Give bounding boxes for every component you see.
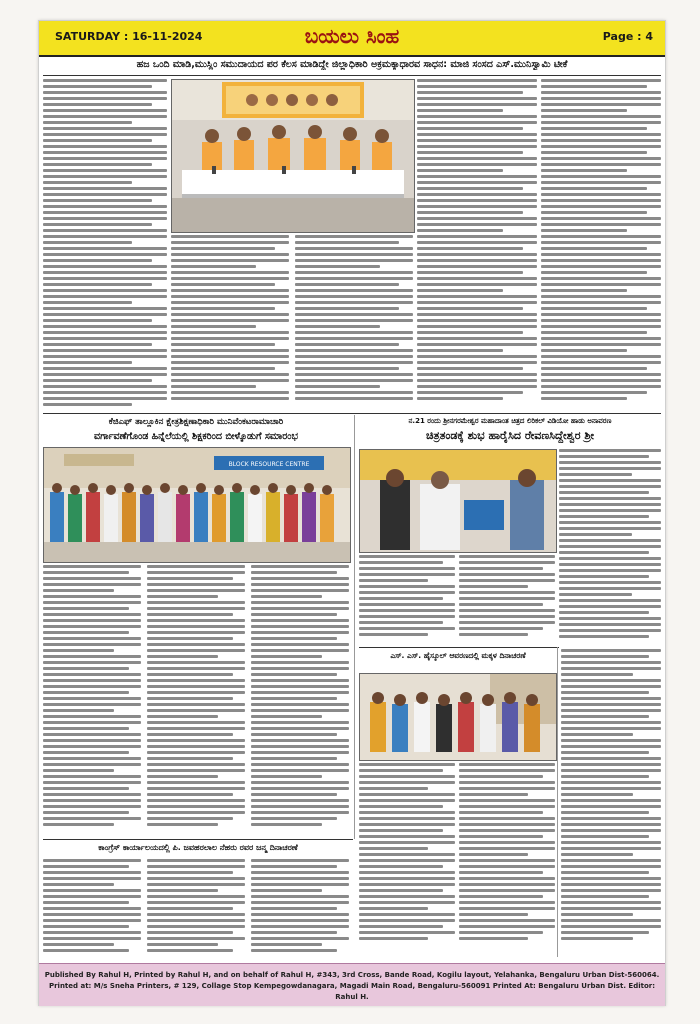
- lead-column-2b: [295, 235, 413, 409]
- farewell-headline-line1: ಕೆಜಿಎಫ್ ತಾಲ್ಲೂಕಿನ ಕ್ಷೇತ್ರಶಿಕ್ಷಣಾಧಿಕಾರಿ ಮುನಿವೆಂಕಟರಾಮಾಚಾರಿ: [108, 417, 284, 427]
- congress-rule: [43, 839, 353, 840]
- school-headline: ಎಸ್. ಎಸ್. ಹೈಸ್ಕೂಲ್ ಆವರಣದಲ್ಲಿ ಮಕ್ಕಳ ದಿನಾಚರಣೆ: [390, 651, 526, 660]
- farewell-headline-line2: ವರ್ಗಾವಣೆಗೊಂಡ ಹಿನ್ನೆಲೆಯಲ್ಲಿ ಶಿಕ್ಷಕರಿಂದ ಬೀಳ್ಕೊಡುಗೆ ಸಮಾರಂಭ: [93, 431, 299, 442]
- childrens-day-illustration: [360, 674, 556, 760]
- lead-column-4: [541, 79, 661, 409]
- farewell-group-photo: [43, 447, 351, 563]
- section-rule-1: [43, 413, 661, 414]
- page-number: Page : 4: [602, 30, 653, 43]
- school-column-2: [459, 763, 555, 953]
- farewell-column-2: [147, 565, 245, 835]
- block-resource-centre-sign: BLOCK RESOURCE CENTRE: [228, 461, 310, 468]
- imprint-line-1: Published By Rahul H, Printed by Rahul H, and on behalf of Rahul H, #343, 3rd Cross, Bande Road, Kogilu layout, Yelahanka, Bengaluru Urban Dist-560064.: [44, 971, 660, 979]
- farewell-column-1: [43, 565, 141, 835]
- imprint-line-2: Printed at: M/s Sneha Printers, # 129, Collage Stop Kempegowdanagara, Magadi Main Road, Bengaluru-560091 Printed At: Bengaluru Urban Dist. Editor: Rahul H.: [48, 982, 656, 1001]
- lead-rule: [43, 75, 661, 76]
- press-conference-photo: [171, 79, 415, 233]
- lead-headline: ಹಜ ಒಂದಿ ಮಾಡಿ,ಮುಸ್ಲಿಂ ಸಮುದಾಯದ ಪರ ಕೆಲಸ ಮಾಡಿದ್ದೇ ಜಿಲ್ಲಾಧಿಕಾರಿ ಅಕ್ರಮಕ್ಕಾಧಾರವ ಸಾಧನ: ಮಾಜಿ ಸಂಸದ ಎಸ್.ಮುನಿಸ್ವಾಮಿ ಟೀಕೆ: [136, 59, 568, 70]
- childrens-day-photo: [359, 673, 557, 761]
- congress-column-2: [147, 859, 245, 955]
- film-team-illustration: [360, 450, 556, 552]
- congress-column-3: [251, 859, 349, 955]
- masthead: [39, 21, 665, 57]
- lead-column-3: [417, 79, 537, 409]
- film-headline-line2: ಚಿತ್ರತಂಡಕ್ಕೆ ಶುಭ ಹಾರೈಸಿದ ರೇವಣಸಿದ್ದೇಶ್ವರ ಶ್ರೀ: [425, 429, 595, 442]
- press-conference-illustration: [172, 80, 414, 232]
- congress-column-1: [43, 859, 141, 955]
- newspaper-title: ಬಯಲು ಸಿಂಹ: [304, 24, 400, 48]
- film-column-1: [359, 555, 455, 645]
- lead-column-2a: [171, 235, 289, 409]
- newspaper-page: [38, 20, 666, 1006]
- congress-headline: ಕಾಂಗ್ರೆಸ್ ಕಾರ್ಯಾಲಯದಲ್ಲಿ ಪಿ. ಜವಹರಲಾಲ ನೆಹರು ರವರ ಜನ್ಮ ದಿನಾಚರಣೆ: [98, 843, 298, 852]
- right-column-divider: [557, 647, 558, 957]
- imprint-footer: [39, 963, 665, 1006]
- school-rule: [359, 647, 559, 648]
- film-team-photo: [359, 449, 557, 553]
- film-column-2: [459, 555, 555, 645]
- lead-column-1: [43, 79, 167, 409]
- issue-date: SATURDAY : 16-11-2024: [55, 30, 203, 43]
- center-divider: [354, 415, 355, 839]
- school-column-1: [359, 763, 455, 953]
- farewell-group-illustration: [44, 448, 350, 562]
- film-continued-column: [561, 649, 661, 953]
- farewell-column-3: [251, 565, 349, 835]
- film-column-right: [559, 449, 661, 645]
- film-headline-line1: ನ.21 ರಂದು ಶ್ರೀನಗರಮೇಶ್ವರ ಮಹಾದಾಂತ ಚಿತ್ರದ ಲಿರಿಕಲ್ ವಿಡಿಯೋ ಹಾಡು ಅನಾವರಣ: [408, 417, 612, 425]
